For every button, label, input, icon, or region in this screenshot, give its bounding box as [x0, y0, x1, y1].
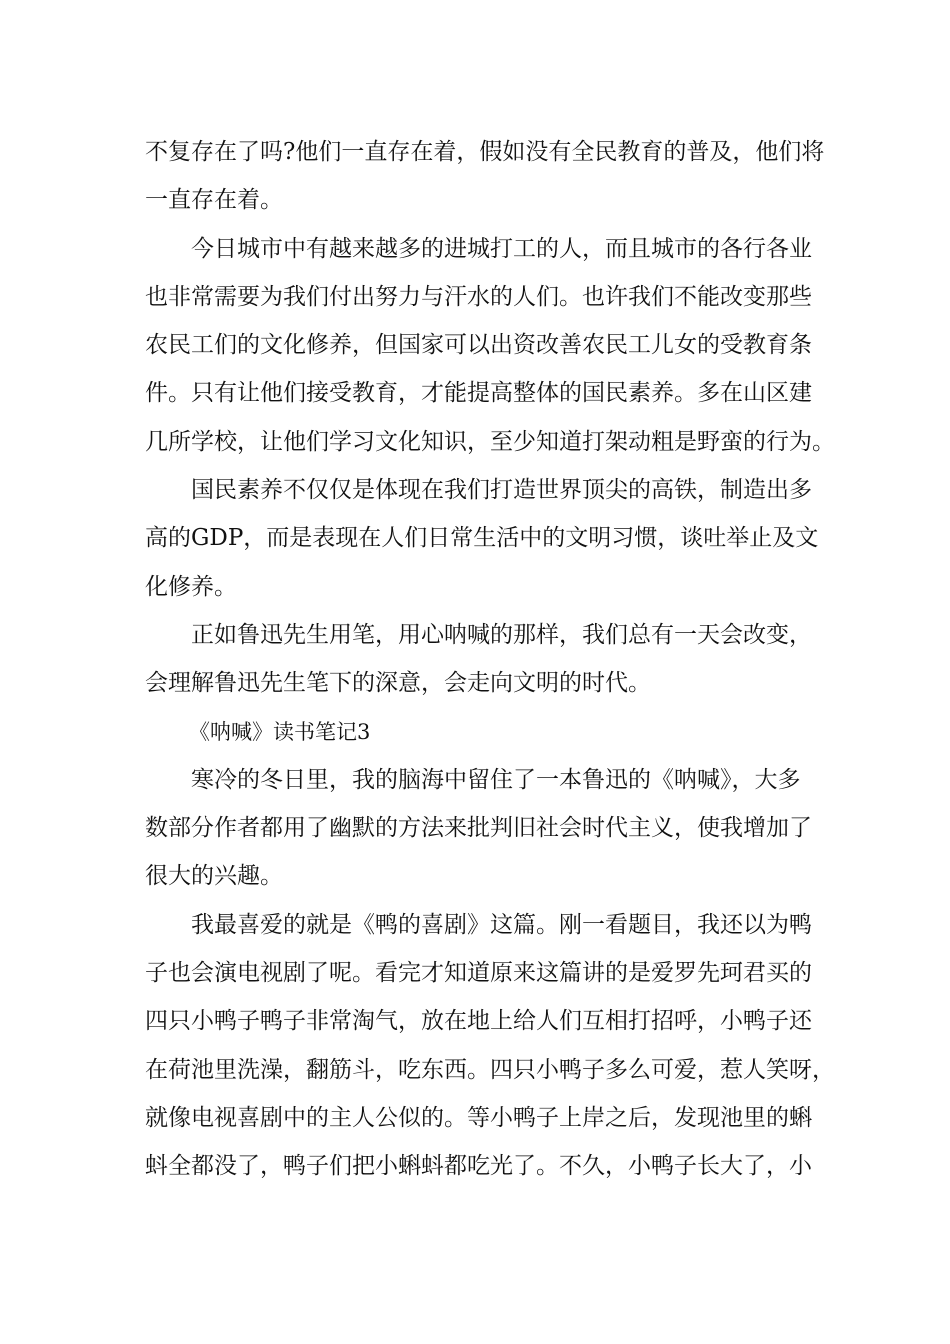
document-body	[145, 128, 835, 1191]
paragraph-6	[145, 901, 835, 1191]
text-line: 不复存在了吗?他们一直存在着，假如没有全民教育的普及，他们将	[145, 139, 825, 165]
text-line: 在荷池里洗澡，翻筋斗，吃东西。四只小鸭子多么可爱，惹人笑呀，	[145, 1056, 835, 1083]
text-line: 数部分作者都用了幽默的方法来批判旧社会时代主义，使我增加了	[145, 815, 812, 842]
paragraph-5	[145, 756, 825, 901]
text-line: 正如鲁迅先生用笔，用心呐喊的那样，我们总有一天会改变，	[191, 621, 812, 648]
text-line: 一直存在着。	[145, 187, 283, 214]
section-heading	[145, 708, 825, 756]
text-line: 寒冷的冬日里，我的脑海中留住了一本鲁迅的《呐喊》，大多	[191, 766, 801, 793]
text-line: 今日城市中有越来越多的进城打工的人，而且城市的各行各业	[191, 235, 812, 262]
text-line: 高的GDP，而是表现在人们日常生活中的文明习惯，谈吐举止及文	[145, 525, 819, 552]
text-line: 几所学校，让他们学习文化知识，至少知道打架动粗是野蛮的行为。	[145, 428, 835, 455]
text-line: 子也会演电视剧了呢。看完才知道原来这篇讲的是爱罗先珂君买的	[145, 960, 812, 987]
text-line: 件。只有让他们接受教育，才能提高整体的国民素养。多在山区建	[145, 380, 812, 407]
text-line: 我最喜爱的就是《鸭的喜剧》这篇。刚一看题目，我还以为鸭	[191, 911, 812, 938]
text-line: 也非常需要为我们付出努力与汗水的人们。也许我们不能改变那些	[145, 283, 812, 310]
text-line: 会理解鲁迅先生笔下的深意，会走向文明的时代。	[145, 670, 651, 697]
paragraph-1	[145, 128, 825, 225]
paragraph-2	[145, 225, 835, 466]
text-line: 就像电视喜剧中的主人公似的。等小鸭子上岸之后，发现池里的蝌	[145, 1104, 812, 1131]
text-line: 蚪全都没了，鸭子们把小蝌蚪都吃光了。不久，小鸭子长大了，小	[145, 1153, 812, 1180]
paragraph-4	[145, 611, 825, 708]
text-line: 化修养。	[145, 573, 237, 600]
heading-text: 《呐喊》读书笔记3	[189, 719, 371, 744]
text-line: 农民工们的文化修养，但国家可以出资改善农民工儿女的受教育条	[145, 332, 812, 359]
text-line: 国民素养不仅仅是体现在我们打造世界顶尖的高铁，制造出多	[191, 477, 812, 504]
paragraph-3	[145, 466, 825, 611]
text-line: 很大的兴趣。	[145, 863, 283, 890]
text-line: 四只小鸭子鸭子非常淘气，放在地上给人们互相打招呼，小鸭子还	[145, 1008, 812, 1035]
